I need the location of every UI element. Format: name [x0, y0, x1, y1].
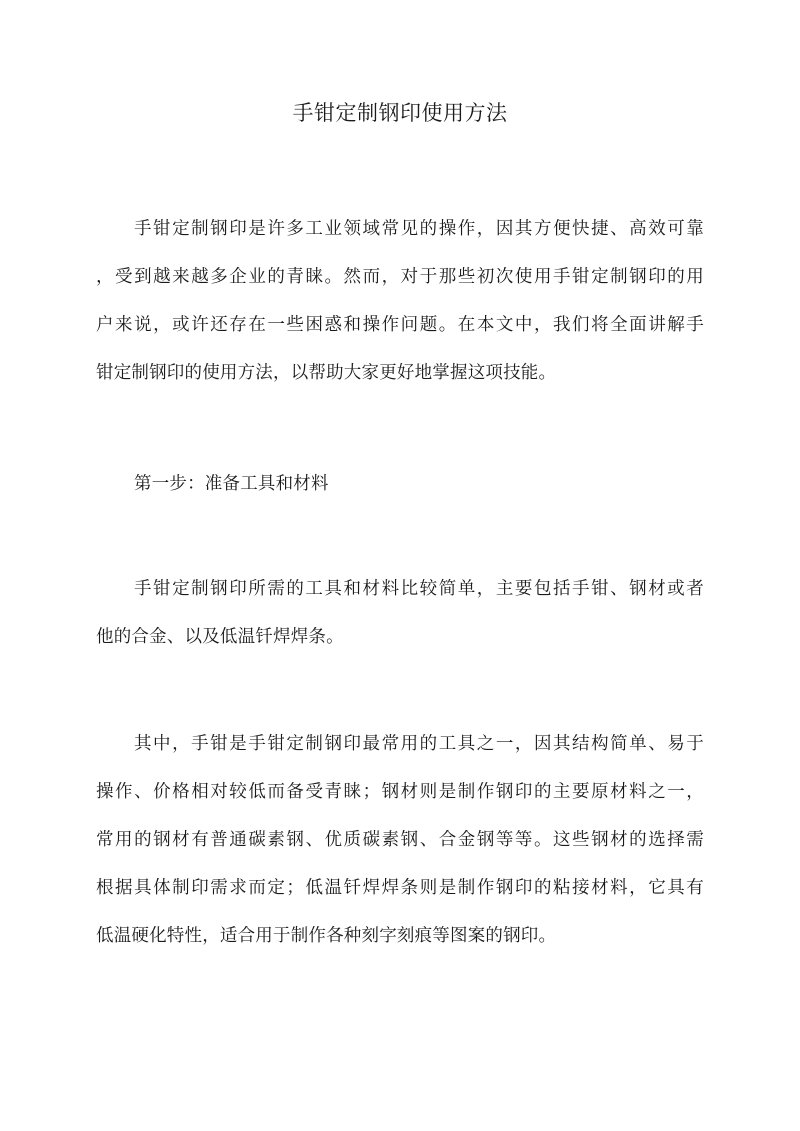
tools-line: 他的合金、以及低温钎焊焊条。: [96, 627, 344, 647]
step1-heading: [96, 460, 704, 508]
detail-paragraph: [96, 720, 704, 960]
intro-paragraph: [96, 205, 704, 397]
detail-line: 低温硬化特性，适合用于制作各种刻字刻痕等图案的钢印。: [96, 926, 557, 946]
detail-line: 其中，手钳是手钳定制钢印最常用的工具之一，因其结构简单、易于: [134, 734, 704, 754]
document-title: 手钳定制钢印使用方法: [292, 101, 508, 125]
step1-heading-text: 第一步：准备工具和材料: [134, 474, 329, 494]
detail-line: 操作、价格相对较低而备受青睐；钢材则是制作钢印的主要原材料之一，: [96, 782, 704, 802]
intro-line: ，受到越来越多企业的青睐。然而，对于那些初次使用手钳定制钢印的用: [96, 267, 704, 287]
tools-paragraph: [96, 565, 704, 661]
detail-line: 常用的钢材有普通碳素钢、优质碳素钢、合金钢等等。这些钢材的选择需: [96, 830, 704, 850]
detail-line: 根据具体制印需求而定；低温钎焊焊条则是制作钢印的粘接材料，它具有: [96, 878, 704, 898]
intro-line: 户来说，或许还存在一些困惑和操作问题。在本文中，我们将全面讲解手: [96, 315, 704, 335]
tools-line: 手钳定制钢印所需的工具和材料比较简单，主要包括手钳、钢材或者: [134, 579, 704, 599]
intro-line: 手钳定制钢印是许多工业领域常见的操作，因其方便快捷、高效可靠: [134, 219, 704, 239]
intro-line: 钳定制钢印的使用方法，以帮助大家更好地掌握这项技能。: [96, 363, 557, 383]
